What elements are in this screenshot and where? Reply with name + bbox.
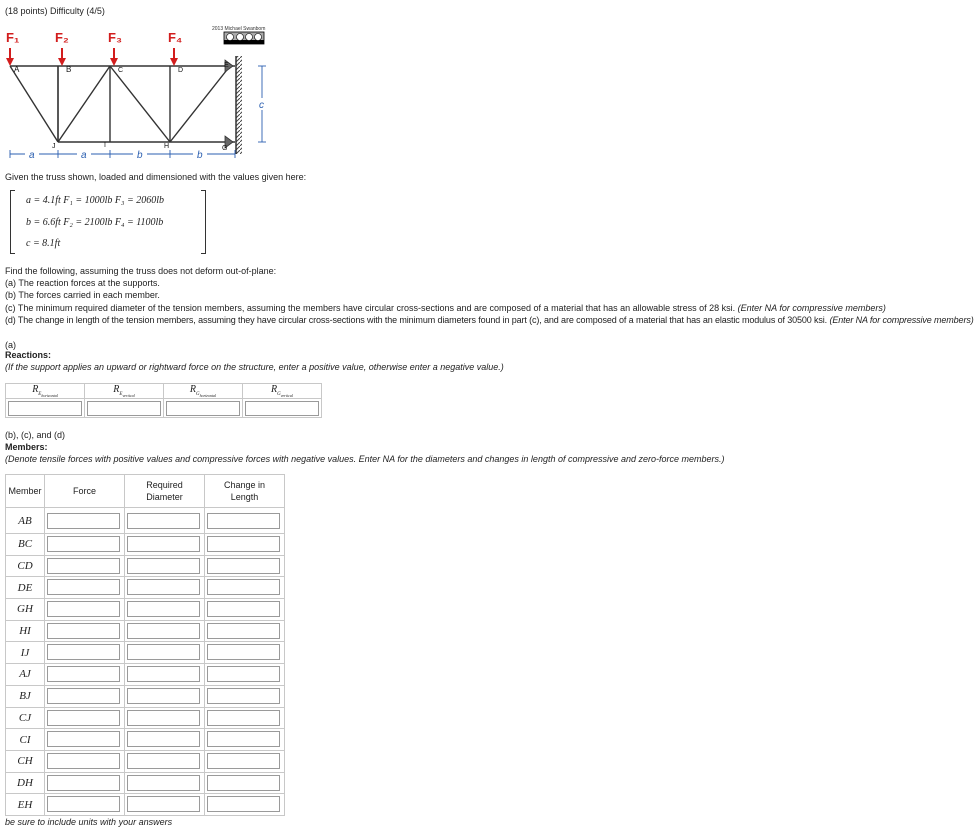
member-change-in-length-input[interactable]: [207, 796, 280, 812]
member-change-in-length-input[interactable]: [207, 731, 280, 747]
member-row: [6, 620, 285, 642]
member-change-in-length-input[interactable]: [207, 579, 280, 595]
task-d: (d) The change in length of the tension members, assuming they have circular cross-sections with the minimum diameters found in part (c), and are composed of a material that has an elastic modulus of 30500 ksi. (Enter NA for compressive members): [5, 315, 974, 325]
reaction-e-horizontal-input[interactable]: [8, 401, 82, 416]
col-force: Force: [45, 475, 125, 508]
member-change-in-length-input[interactable]: [207, 644, 280, 660]
member-force-input[interactable]: [47, 666, 120, 682]
node-label-j: J: [52, 143, 56, 150]
member-diameter-input[interactable]: [127, 731, 200, 747]
member-force-input[interactable]: [47, 558, 120, 574]
member-force-input[interactable]: [47, 601, 120, 617]
dim-label-a1: a: [29, 150, 35, 161]
col-member: Member: [6, 475, 45, 508]
member-diameter-input[interactable]: [127, 710, 200, 726]
member-row: [6, 555, 285, 577]
node-label-b: B: [66, 65, 72, 74]
member-row: [6, 642, 285, 664]
member-name: CD: [6, 555, 45, 577]
part-bcd-label: (b), (c), and (d): [5, 430, 66, 440]
member-name: BC: [6, 534, 45, 556]
member-force-input[interactable]: [47, 513, 120, 529]
reaction-header-e-horizontal: $R_{E_{horizontal}}$: [6, 384, 85, 399]
reaction-e-vertical-input[interactable]: [87, 401, 161, 416]
node-label-c: C: [118, 67, 124, 74]
points-difficulty: (18 points) Difficulty (4/5): [5, 6, 105, 16]
givens-row-3: c = 8.1ft: [26, 238, 61, 249]
member-name: DE: [6, 577, 45, 599]
cc-license-badge: [224, 32, 264, 44]
reaction-header-g-vertical: $R_{G_{vertical}}$: [243, 384, 322, 399]
member-row: [6, 664, 285, 686]
member-row: [6, 772, 285, 794]
member-row: [6, 534, 285, 556]
member-row: [6, 794, 285, 816]
node-label-h: H: [164, 143, 170, 150]
member-force-input[interactable]: [47, 623, 120, 639]
force-label-f2: F₂: [55, 30, 69, 45]
givens-matrix: [10, 190, 206, 254]
member-change-in-length-input[interactable]: [207, 666, 280, 682]
member-diameter-input[interactable]: [127, 666, 200, 682]
givens-row-1: a = 4.1ft F₁ = 1000lb F₃ = 2060lb: [26, 195, 165, 206]
part-a-note: (If the support applies an upward or rightward force on the structure, enter a positive value, otherwise enter a negative value.): [5, 362, 504, 372]
member-diameter-input[interactable]: [127, 513, 200, 529]
intro-text: Given the truss shown, loaded and dimensioned with the values given here:: [5, 172, 307, 182]
part-a-title: Reactions:: [5, 350, 52, 360]
member-row: [6, 577, 285, 599]
member-row: [6, 685, 285, 707]
member-change-in-length-input[interactable]: [207, 753, 280, 769]
node-label-g: G: [222, 145, 228, 152]
copyright-text: 2013 Michael Swanbom: [212, 26, 266, 32]
member-diameter-input[interactable]: [127, 623, 200, 639]
member-change-in-length-input[interactable]: [207, 688, 280, 704]
reaction-g-vertical-input[interactable]: [245, 401, 319, 416]
reactions-table: [5, 383, 322, 418]
task-b: (b) The forces carried in each member.: [5, 290, 160, 300]
member-diameter-input[interactable]: [127, 601, 200, 617]
member-row: [6, 750, 285, 772]
units-footer: be sure to include units with your answers: [5, 817, 173, 827]
member-change-in-length-input[interactable]: [207, 623, 280, 639]
member-name: AB: [6, 508, 45, 534]
member-diameter-input[interactable]: [127, 579, 200, 595]
member-name: EH: [6, 794, 45, 816]
member-diameter-input[interactable]: [127, 688, 200, 704]
member-row: [6, 707, 285, 729]
task-a: (a) The reaction forces at the supports.: [5, 278, 160, 288]
force-label-f4: F₄: [168, 30, 183, 45]
member-force-input[interactable]: [47, 775, 120, 791]
member-force-input[interactable]: [47, 710, 120, 726]
member-diameter-input[interactable]: [127, 644, 200, 660]
member-row: [6, 729, 285, 751]
member-force-input[interactable]: [47, 796, 120, 812]
force-label-f3: F₃: [108, 30, 122, 45]
member-name: GH: [6, 599, 45, 621]
node-label-a: A: [14, 65, 20, 74]
part-bcd-title: Members:: [5, 442, 48, 452]
part-a-label: (a): [5, 340, 16, 350]
member-name: HI: [6, 620, 45, 642]
dim-label-a2: a: [81, 150, 87, 161]
member-name: CJ: [6, 707, 45, 729]
member-force-input[interactable]: [47, 536, 120, 552]
node-label-i: I: [104, 142, 106, 149]
givens-row-2: b = 6.6ft F₂ = 2100lb F₄ = 1100lb: [26, 217, 164, 228]
member-name: AJ: [6, 664, 45, 686]
member-diameter-input[interactable]: [127, 796, 200, 812]
member-force-input[interactable]: [47, 579, 120, 595]
member-row: [6, 508, 285, 534]
node-label-e: E: [224, 62, 229, 69]
part-bcd-note: (Denote tensile forces with positive values and compressive forces with negative values. Enter NA for the diameters and changes in length of compressive and zero-force members.): [5, 454, 725, 464]
member-force-input[interactable]: [47, 644, 120, 660]
member-change-in-length-input[interactable]: [207, 710, 280, 726]
tasks-lead: Find the following, assuming the truss does not deform out-of-plane:: [5, 266, 277, 276]
force-label-f1: F₁: [6, 30, 20, 45]
member-force-input[interactable]: [47, 753, 120, 769]
dim-label-c: c: [259, 100, 264, 111]
member-change-in-length-input[interactable]: [207, 601, 280, 617]
member-diameter-input[interactable]: [127, 753, 200, 769]
member-diameter-input[interactable]: [127, 558, 200, 574]
member-diameter-input[interactable]: [127, 775, 200, 791]
member-change-in-length-input[interactable]: [207, 513, 280, 529]
member-change-in-length-input[interactable]: [207, 775, 280, 791]
truss-figure: [0, 22, 270, 164]
member-force-input[interactable]: [47, 688, 120, 704]
reaction-header-g-horizontal: $R_{G_{horizontal}}$: [164, 384, 243, 399]
member-name: BJ: [6, 685, 45, 707]
reaction-header-e-vertical: $R_{E_{vertical}}$: [85, 384, 164, 399]
task-c: (c) The minimum required diameter of the tension members, assuming the members have circular cross-sections and are composed of a material that has an allowable stress of 28 ksi. (Enter NA for compressive members): [5, 303, 886, 313]
member-name: CI: [6, 729, 45, 751]
col-change-in-length: Change in Length: [205, 475, 285, 508]
dim-label-b2: b: [197, 150, 203, 161]
members-table: [5, 474, 285, 816]
node-label-d: D: [178, 67, 184, 74]
member-force-input[interactable]: [47, 731, 120, 747]
member-name: CH: [6, 750, 45, 772]
member-name: DH: [6, 772, 45, 794]
member-row: [6, 599, 285, 621]
member-diameter-input[interactable]: [127, 536, 200, 552]
member-change-in-length-input[interactable]: [207, 536, 280, 552]
member-name: IJ: [6, 642, 45, 664]
col-required-diameter: Required Diameter: [125, 475, 205, 508]
dim-label-b1: b: [137, 150, 143, 161]
member-change-in-length-input[interactable]: [207, 558, 280, 574]
reaction-g-horizontal-input[interactable]: [166, 401, 240, 416]
